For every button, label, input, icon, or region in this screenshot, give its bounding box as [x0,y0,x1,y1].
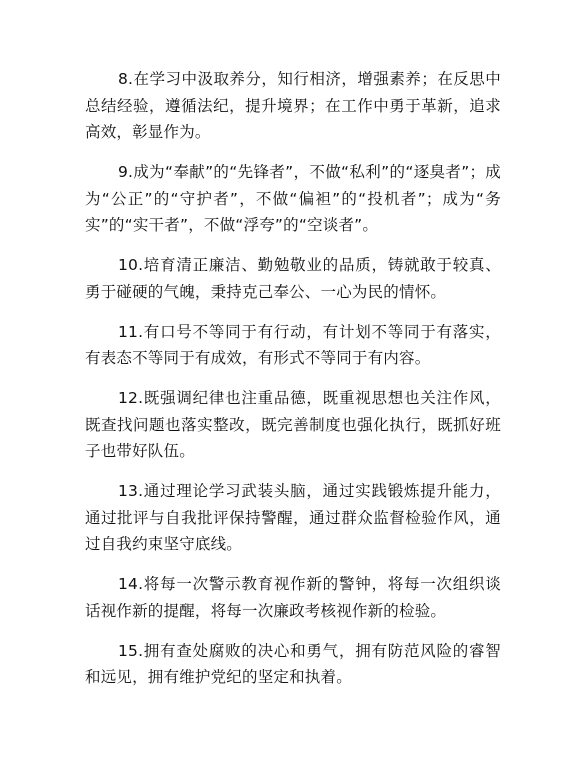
paragraph-8: 8.在学习中汲取养分，知行相济，增强素养；在反思中总结经验，遵循法纪，提升境界；在工作中勇于革新，追求高效，彰显作为。 [85,70,501,141]
paragraph-14: 14.将每一次警示教育视作新的警钟，将每一次组织谈话视作新的提醒，将每一次廉政考核视作新的检验。 [85,575,501,620]
document-body [85,66,501,704]
paragraph-13: 13.通过理论学习武装头脑，通过实践锻炼提升能力，通过批评与自我批评保持警醒，通过群众监督检验作风，通过自我约束坚守底线。 [85,482,501,553]
paragraph-12: 12.既强调纪律也注重品德，既重视思想也关注作风，既查找问题也落实整改，既完善制度也强化执行，既抓好班子也带好队伍。 [85,389,501,460]
paragraph-11: 11.有口号不等同于有行动，有计划不等同于有落实，有表态不等同于有成效，有形式不等同于有内容。 [85,322,501,367]
paragraph-10: 10.培育清正廉洁、勤勉敬业的品质，铸就敢于较真、勇于碰硬的气魄，秉持克己奉公、一心为民的情怀。 [85,256,501,301]
paragraph-9: 9.成为“奉献”的“先锋者”，不做“私利”的“逐臭者”；成为“公正”的“守护者”，不做“偏袒”的“投机者”；成为“务实”的“实干者”，不做“浮夸”的“空谈者”。 [85,163,501,234]
paragraph-15: 15.拥有查处腐败的决心和勇气，拥有防范风险的睿智和远见，拥有维护党纪的坚定和执着。 [85,641,501,686]
